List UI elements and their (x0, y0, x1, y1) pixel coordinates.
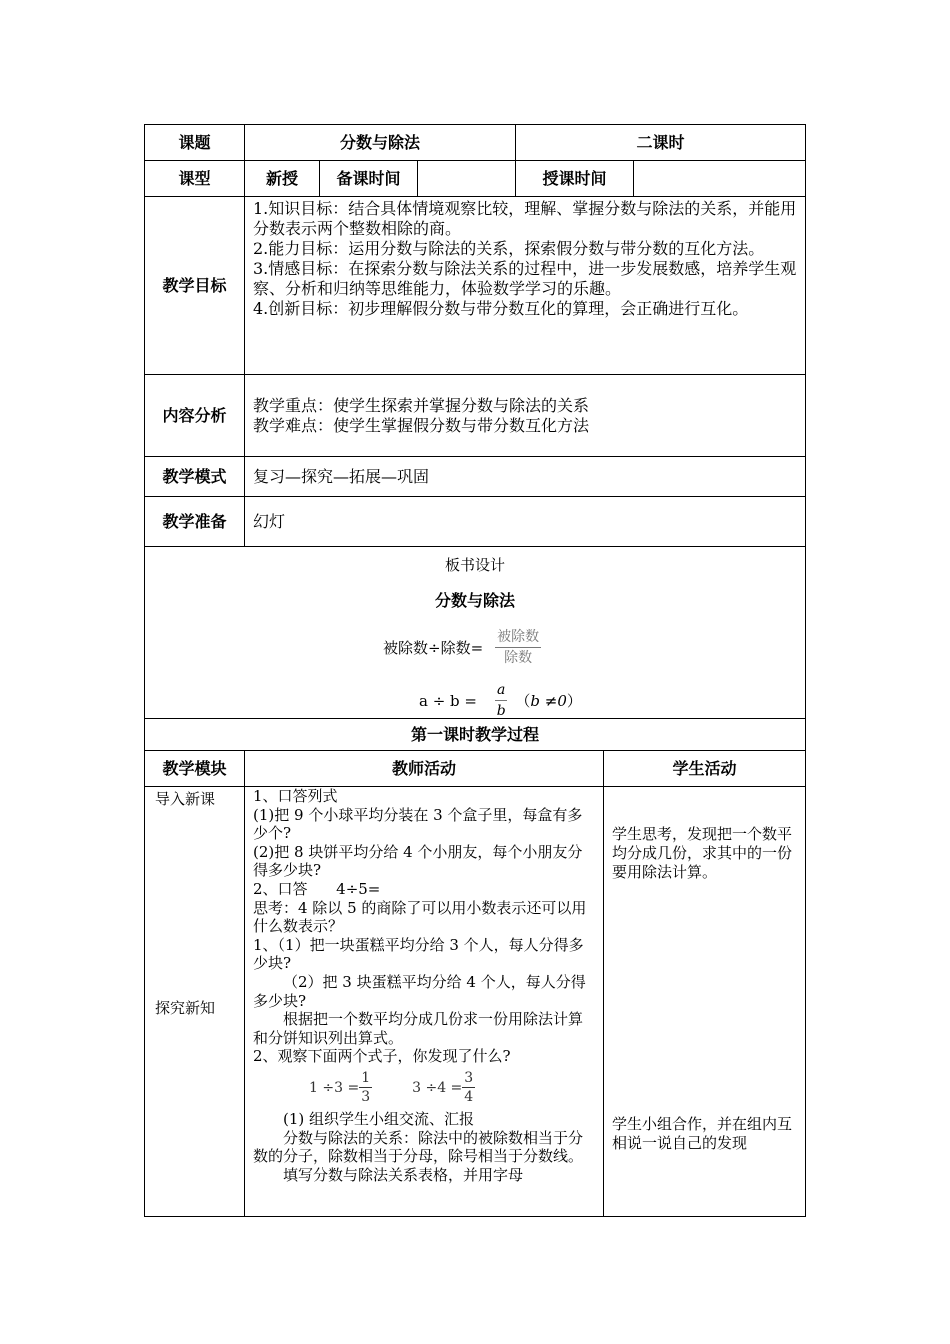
frac-eq-1-numerator: 1 (359, 1069, 372, 1089)
fraction-equations (253, 1066, 595, 1110)
topic-label: 课题 (145, 125, 245, 161)
module-explore: 探究新知 (155, 999, 216, 1017)
eq2-left: a ÷ b = (419, 691, 477, 710)
teacher-line: （2）把 3 块蛋糕平均分给 4 个人，每人分得多少块? (253, 972, 586, 1010)
teacher-activities (245, 787, 604, 1217)
frac-eq-2-fraction (462, 1069, 475, 1107)
prep-value: 幻灯 (245, 497, 806, 547)
eq1-denominator: 除数 (504, 650, 533, 666)
teacher-line: 1、（1）把一块蛋糕平均分给 3 个人，每人分得多少块? (253, 935, 584, 973)
topic-value: 分数与除法 (245, 125, 516, 161)
frac-eq-1-denominator: 3 (361, 1089, 371, 1106)
frac-eq-2-numerator: 3 (462, 1069, 475, 1089)
goals-row (145, 197, 806, 375)
goal-item: 4.创新目标：初步理解假分数与带分数互化的算理，会正确进行互化。 (253, 299, 749, 318)
eq2-denominator: b (496, 703, 506, 719)
mode-value: 复习—探究—拓展—巩固 (245, 457, 806, 497)
content-analysis-label: 内容分析 (145, 375, 245, 457)
process-modules (145, 787, 245, 1217)
board-area (145, 547, 805, 718)
prep-row (145, 497, 806, 547)
prep-time-label: 备课时间 (320, 161, 418, 197)
board-equation-2 (419, 680, 582, 719)
board-design (145, 547, 806, 719)
goal-item: 2.能力目标：运用分数与除法的关系，探索假分数与带分数的互化方法。 (253, 239, 765, 258)
teach-time-value (634, 161, 806, 197)
content-analysis-row (145, 375, 806, 457)
module-intro: 导入新课 (155, 790, 216, 808)
frac-eq-2-denominator: 4 (464, 1089, 474, 1106)
teacher-line: 填写分数与除法关系表格，并用字母 (283, 1165, 524, 1184)
topic-row (145, 125, 806, 161)
board-equation-1 (383, 627, 541, 668)
eq2-cond-close: ） (566, 691, 582, 710)
process-header-row (145, 751, 806, 787)
eq2-condition: b ≠0 (530, 691, 567, 710)
lesson-plan-table (144, 124, 806, 1217)
process-body-row (145, 787, 806, 1217)
teacher-line: (2)把 8 块饼平均分给 4 个小朋友，每个小朋友分得多少块? (253, 842, 583, 880)
eq1-left: 被除数÷除数= (383, 638, 484, 657)
type-value: 新授 (245, 161, 320, 197)
goal-item: 1.知识目标：结合具体情境观察比较，理解、掌握分数与除法的关系，并能用分数表示两个整数相除的商。 (253, 199, 797, 238)
mode-label: 教学模式 (145, 457, 245, 497)
eq2-numerator: a (495, 680, 507, 701)
eq1-numerator: 被除数 (495, 627, 541, 648)
teacher-line: 分数与除法的关系：除法中的被除数相当于分数的分子，除数相当于分母，除号相当于分数线。 (253, 1128, 584, 1166)
board-title: 板书设计 (445, 556, 506, 574)
goal-item: 3.情感目标：在探索分数与除法关系的过程中，进一步发展数感，培养学生观察、分析和归纳等思维能力，体验数学学习的乐趣。 (253, 259, 797, 298)
process-title-row (145, 719, 806, 751)
teach-time-label: 授课时间 (516, 161, 634, 197)
frac-eq-2-left: 3 ÷4 = (412, 1079, 463, 1096)
frac-eq-1-fraction (359, 1069, 372, 1107)
board-subtitle: 分数与除法 (435, 591, 516, 610)
teacher-line: 2、口答 4÷5= (253, 879, 381, 898)
col-student: 学生活动 (604, 751, 806, 787)
col-module: 教学模块 (145, 751, 245, 787)
goals-label: 教学目标 (145, 197, 245, 375)
col-teacher: 教师活动 (245, 751, 604, 787)
teacher-line: 2、观察下面两个式子，你发现了什么? (253, 1047, 511, 1066)
student-activity-2: 学生小组合作，并在组内互相说一说自己的发现 (612, 1115, 793, 1152)
student-activity-1: 学生思考，发现把一个数平均分成几份，求其中的一份要用除法计算。 (612, 825, 793, 881)
teacher-line: (1)把 9 个小球平均分装在 3 个盒子里，每盒有多少个? (253, 805, 583, 843)
mode-row (145, 457, 806, 497)
prep-time-value (418, 161, 516, 197)
teacher-line: 思考：4 除以 5 的商除了可以用小数表示还可以用什么数表示？ (253, 898, 587, 936)
period-value: 二课时 (516, 125, 806, 161)
student-activities (604, 787, 806, 1217)
prep-label: 教学准备 (145, 497, 245, 547)
type-label: 课型 (145, 161, 245, 197)
key-point: 教学重点：使学生探索并掌握分数与除法的关系 (253, 395, 590, 415)
eq2-fraction (495, 680, 507, 719)
eq1-fraction (495, 627, 541, 668)
teacher-line: 1、口答列式 (253, 787, 338, 805)
frac-eq-1-left: 1 ÷3 = (309, 1079, 360, 1096)
teacher-line: 根据把一个数平均分成几份求一份用除法计算和分饼知识列出算式。 (253, 1010, 584, 1047)
content-analysis-content (245, 375, 806, 457)
difficulty: 教学难点：使学生掌握假分数与带分数互化方法 (253, 415, 590, 435)
board-row (145, 547, 806, 719)
goals-content (245, 197, 806, 375)
process-title: 第一课时教学过程 (145, 719, 806, 751)
eq2-cond-open: （ (515, 691, 531, 710)
type-row (145, 161, 806, 197)
teacher-line: (1) 组织学生小组交流、汇报 (283, 1109, 475, 1128)
